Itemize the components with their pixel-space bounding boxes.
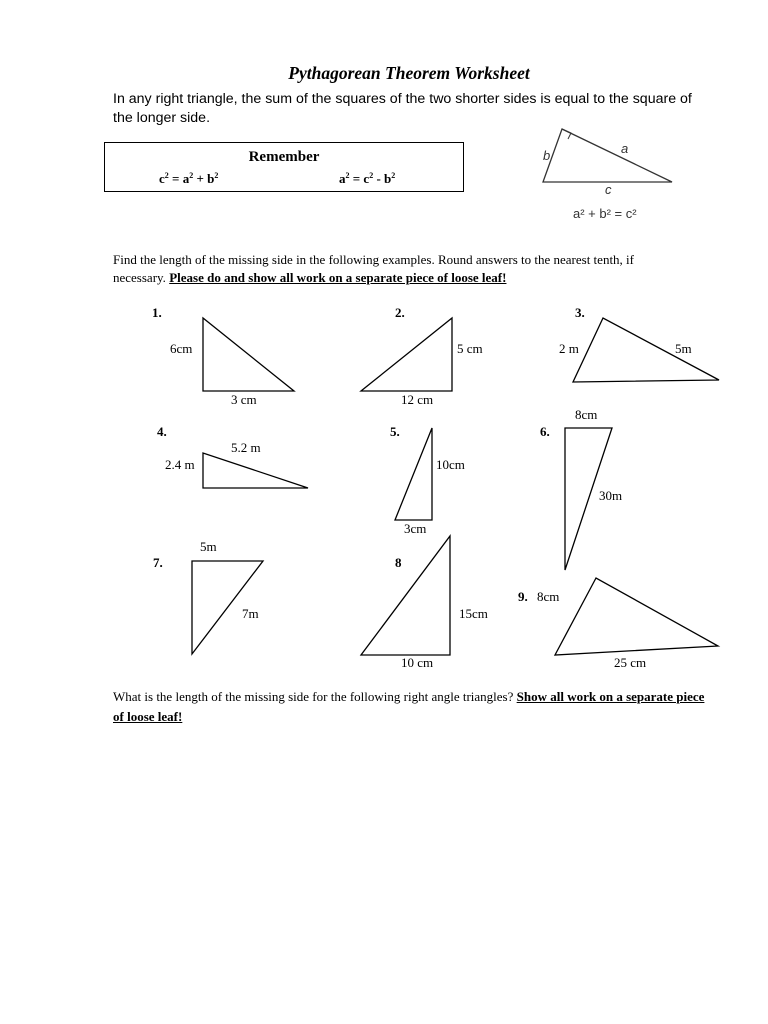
problem-2-label-height: 5 cm [457,341,483,356]
instructions: Find the length of the missing side in the following examples. Round answers to the nearest tenth, if necessary. Please do and show all work on a separate piece of loose leaf! [113,252,634,285]
question-2-emphasis: Show all work on a separate piece of loose leaf! [113,689,705,724]
problem-number-5: 5. [390,424,400,439]
diagram-label-b: b [543,148,551,163]
problem-number-7: 7. [153,555,163,570]
problem-number-6: 6. [540,424,550,439]
problem-number-1: 1. [152,305,162,320]
intro-text: In any right triangle, the sum of the squares of the two shorter sides is equal to the square of the longer side. [113,91,692,126]
diagram-label-c: c [605,182,612,197]
formula-c-squared: $c^2 = a^2 + b^2$ [159,171,219,186]
problem-8-label-base: 10 cm [401,655,434,670]
problem-7-label-top: 5m [200,539,217,554]
question-2: What is the length of the missing side for the following right angle triangles? Show all work on a separate piece of loose leaf! [113,689,705,724]
problem-number-4: 4. [157,424,167,439]
problem-9-label-left: 8cm [537,589,560,604]
problem-1-label-base: 3 cm [231,392,257,407]
reference-triangle [543,129,672,182]
problem-number-3: 3. [575,305,585,320]
worksheet-title: Pythagorean Theorem Worksheet [288,63,530,83]
triangle-4 [203,453,308,488]
problem-6-label-top: 8cm [575,407,598,422]
problem-number-8: 8 [395,555,402,570]
triangle-8 [361,536,450,655]
problem-1-label-height: 6cm [170,341,193,356]
triangle-5 [395,428,432,520]
problem-4-label-height: 2.4 m [165,457,195,472]
problem-number-2: 2. [395,305,405,320]
problem-2-label-base: 12 cm [401,392,434,407]
diagram-label-a: a [621,141,629,156]
remember-heading: Remember [248,149,320,165]
problem-9-label-base: 25 cm [614,655,647,670]
triangle-3 [573,318,719,382]
problem-3-label-left: 2 m [559,341,579,356]
problem-3-label-right: 5m [675,341,692,356]
problem-4-label-hyp: 5.2 m [231,440,261,455]
problem-5-label-base: 3cm [404,521,427,536]
formula-a-squared: $a^2 = c^2 - b^2$ [339,171,396,186]
problem-number-9: 9. [518,589,528,604]
triangle-2 [361,318,452,391]
problem-7-label-hyp: 7m [242,606,259,621]
problem-6-label-hyp: 30m [599,488,623,503]
problem-5-label-height: 10cm [436,457,465,472]
right-angle-mark [562,129,571,139]
triangle-1 [203,318,294,391]
diagram-formula: a² + b² = c² [573,206,637,221]
problem-8-label-height: 15cm [459,606,488,621]
triangle-9 [555,578,718,655]
instructions-emphasis: Please do and show all work on a separate piece of loose leaf! [169,270,507,285]
